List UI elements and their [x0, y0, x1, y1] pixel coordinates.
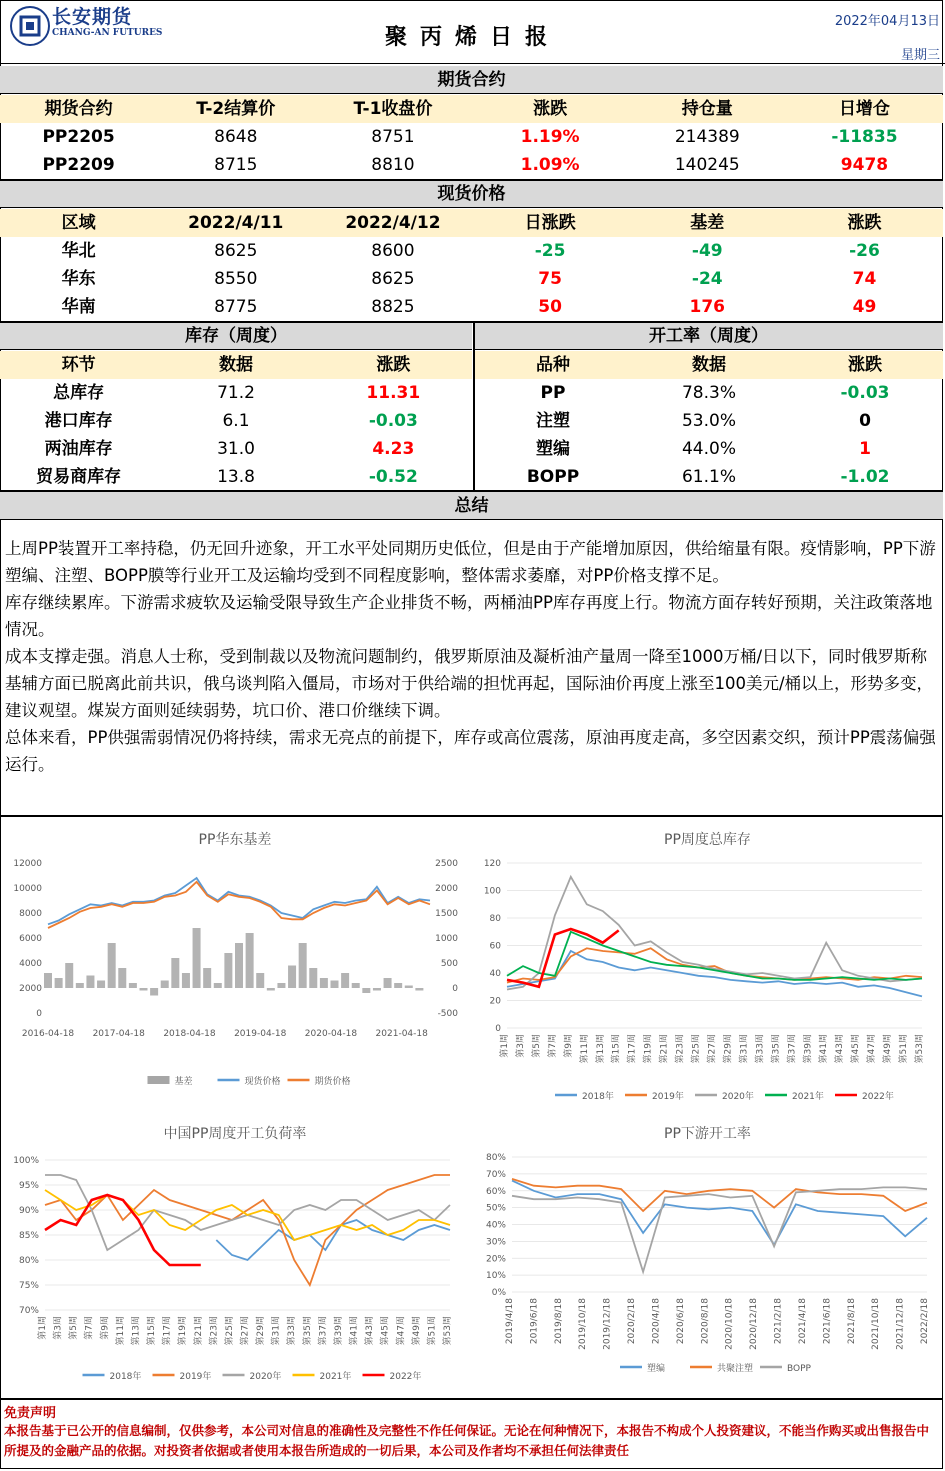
y-tick-label: 10% — [485, 1271, 506, 1282]
x-tick-label: 2019/4/18 — [505, 1298, 515, 1345]
operating-change: -0.03 — [840, 383, 890, 403]
x-tick-label: 第15周 — [147, 1316, 158, 1346]
y-tick-label: 6000 — [19, 934, 42, 944]
y-tick-label: 40 — [489, 969, 501, 979]
chart-3 — [0, 1112, 470, 1398]
operating-col-header: 涨跌 — [848, 355, 882, 375]
series-line — [45, 1175, 450, 1250]
y-tick-label: 80 — [489, 914, 501, 924]
logo-chinese-name: 长安期货 — [52, 6, 133, 28]
x-tick-label: 第25周 — [224, 1316, 235, 1346]
basis-bar — [65, 963, 73, 988]
basis-bar — [309, 968, 317, 988]
operating-item: 注塑 — [536, 411, 570, 431]
x-tick-label: 第47周 — [396, 1316, 407, 1346]
x-tick-label: 第41周 — [819, 1034, 830, 1064]
basis-bar — [193, 928, 201, 988]
inventory-col-header: 环节 — [61, 355, 96, 375]
spot-header-row — [0, 209, 943, 237]
legend-label: 2019年 — [652, 1092, 684, 1102]
basis-bar — [214, 983, 222, 988]
x-tick-label: 第39周 — [803, 1034, 814, 1064]
basis-bar — [362, 988, 370, 993]
x-tick-label: 第7周 — [84, 1316, 95, 1340]
x-tick-label: 第3周 — [515, 1034, 526, 1058]
x-tick-label: 2020/6/18 — [675, 1298, 686, 1345]
inventory-row — [0, 463, 472, 491]
x-tick-label: 第53周 — [443, 1316, 453, 1346]
inventory-change: 4.23 — [372, 439, 415, 459]
x-tick-label: 第51周 — [899, 1034, 910, 1064]
inventory-row — [0, 379, 472, 407]
x-tick-label: 第45周 — [851, 1034, 862, 1064]
x-tick-label: 第11周 — [579, 1034, 590, 1064]
open-interest: 214389 — [674, 127, 740, 147]
x-tick-label: 第23周 — [209, 1316, 220, 1346]
x-tick-label: 2020-04-18 — [304, 1029, 358, 1039]
operating-change: 0 — [859, 411, 871, 431]
basis-bar — [108, 943, 116, 988]
spot-col-header: 日涨跌 — [524, 213, 576, 233]
operating-row — [475, 407, 943, 435]
x-tick-label: 2021/6/18 — [822, 1298, 833, 1345]
x-tick-label: 第13周 — [595, 1034, 606, 1064]
basis-bar — [246, 933, 254, 988]
inventory-item: 港口库存 — [44, 411, 113, 431]
basis-bar — [118, 968, 126, 988]
legend-label: 2021年 — [319, 1372, 352, 1382]
price-d1: 8625 — [214, 241, 258, 261]
operating-value: 61.1% — [681, 467, 736, 487]
x-tick-label: 第7周 — [547, 1034, 558, 1058]
x-tick-label: 第37周 — [787, 1034, 798, 1064]
x-tick-label: 第17周 — [627, 1034, 638, 1064]
settle-price: 8715 — [214, 155, 258, 175]
basis-bar — [352, 983, 360, 988]
basis-bar — [331, 981, 339, 989]
report-weekday: 星期三 — [900, 48, 940, 63]
inventory-header-row — [0, 351, 472, 379]
x-tick-label: 第1周 — [38, 1316, 48, 1340]
x-tick-label: 第39周 — [333, 1316, 344, 1346]
x-tick-label: 第25周 — [691, 1034, 702, 1064]
oi-change: -11835 — [831, 127, 898, 147]
futures-col-header: 涨跌 — [533, 99, 568, 119]
daily-change: -25 — [534, 241, 566, 261]
basis-bar — [182, 973, 190, 988]
x-tick-label: 2019/8/18 — [553, 1298, 564, 1345]
futures-row — [0, 151, 943, 179]
x-tick-label: 第15周 — [611, 1034, 622, 1064]
x-tick-label: 第5周 — [531, 1034, 542, 1058]
futures-row — [0, 123, 943, 151]
futures-header-row — [0, 95, 943, 123]
open-interest: 140245 — [674, 155, 740, 175]
x-tick-label: 第11周 — [115, 1316, 126, 1346]
futures-col-header: T-1收盘价 — [353, 99, 433, 119]
basis-bar — [235, 943, 243, 988]
x-tick-label: 第23周 — [675, 1034, 686, 1064]
report-header — [0, 0, 945, 64]
close-price: 8751 — [371, 127, 415, 147]
inventory-row — [0, 407, 472, 435]
summary-paragraph: 总体来看，PP供强需弱情况仍将持续，需求无亮点的前提下，库存或高位震荡，原油再度走高，多空因素交织，预计PP震荡偏强运行。 — [5, 728, 936, 774]
x-tick-label: 第51周 — [427, 1316, 438, 1346]
y-tick-label: 75% — [18, 1281, 39, 1291]
x-tick-label: 第43周 — [365, 1316, 376, 1346]
legend-label: 2020年 — [249, 1372, 282, 1382]
y-tick-label: 95% — [18, 1181, 39, 1191]
x-tick-label: 第21周 — [193, 1316, 204, 1346]
y-tick-label: 2000 — [19, 984, 42, 994]
daily-change: 75 — [538, 269, 562, 289]
settle-price: 8648 — [214, 127, 258, 147]
basis-bar — [76, 983, 84, 988]
x-tick-label: 第19周 — [643, 1034, 654, 1064]
legend-label: 期货价格 — [314, 1077, 351, 1087]
y-tick-label: 0% — [491, 1288, 506, 1298]
change-pct: 1.19% — [520, 127, 580, 147]
x-tick-label: 第43周 — [835, 1034, 846, 1064]
operating-col-header: 数据 — [692, 355, 726, 375]
basis-bar — [267, 988, 275, 991]
x-tick-label: 第53周 — [915, 1034, 925, 1064]
logo-english-name: CHANG-AN FUTURES — [52, 28, 163, 38]
x-tick-label: 第35周 — [302, 1316, 313, 1346]
y-tick-label: 40% — [485, 1220, 506, 1231]
legend-label: 2022年 — [389, 1372, 422, 1382]
x-tick-label: 第33周 — [755, 1034, 766, 1064]
y-tick-label: 70% — [18, 1306, 39, 1316]
x-tick-label: 第41周 — [349, 1316, 360, 1346]
basis: 176 — [689, 297, 726, 317]
x-tick-label: 2020/4/18 — [651, 1298, 662, 1345]
x-tick-label: 2019/6/18 — [529, 1298, 540, 1345]
basis-bar — [299, 943, 307, 988]
y-tick-label: 60 — [489, 941, 501, 952]
spot-col-header: 涨跌 — [847, 213, 882, 233]
y2-tick-label: 2000 — [435, 884, 458, 894]
y-tick-label: 80% — [485, 1153, 506, 1163]
inventory-item: 总库存 — [53, 383, 105, 403]
summary-text — [5, 535, 940, 778]
x-tick-label: 第35周 — [771, 1034, 782, 1064]
chart-title: PP周度总库存 — [664, 832, 751, 848]
close-price: 8810 — [371, 155, 415, 175]
summary-section-title: 总结 — [0, 492, 943, 520]
basis: -49 — [691, 241, 723, 261]
x-tick-label: 第31周 — [739, 1034, 750, 1064]
legend-label: 2020年 — [722, 1092, 754, 1102]
inventory-value: 71.2 — [217, 383, 255, 403]
legend-label: 2019年 — [179, 1372, 212, 1382]
inventory-col-header: 数据 — [218, 355, 253, 375]
basis-bar — [150, 988, 158, 996]
y2-tick-label: 2500 — [435, 859, 458, 869]
futures-col-header: 日增仓 — [838, 99, 890, 119]
change-pct: 1.09% — [520, 155, 580, 175]
operating-value: 44.0% — [681, 439, 736, 459]
legend-label: 2022年 — [862, 1092, 894, 1102]
report-title: 聚丙烯日报 — [384, 25, 560, 50]
basis: -24 — [691, 269, 723, 289]
series-line — [48, 882, 430, 928]
x-tick-label: 2018-04-18 — [163, 1029, 216, 1039]
y2-tick-label: 1500 — [435, 909, 458, 919]
x-tick-label: 第29周 — [256, 1316, 267, 1346]
spot-row — [0, 293, 943, 321]
y-tick-label: 120 — [483, 859, 501, 869]
x-tick-label: 2020/12/18 — [749, 1298, 760, 1350]
contract-name: PP2205 — [42, 127, 115, 147]
operating-item: PP — [540, 383, 566, 403]
x-tick-label: 2022/2/18 — [920, 1298, 930, 1345]
basis-bar — [394, 983, 402, 988]
x-tick-label: 第45周 — [380, 1316, 391, 1346]
spot-col-header: 2022/4/11 — [188, 213, 284, 233]
summary-paragraph: 上周PP装置开工率持稳，仍无回升迹象，开工水平处同期历史低位，但是由于产能增加原因，供给缩量有限。疫情影响，PP下游塑编、注塑、BOPP膜等行业开工及运输均受到不同程度影响，整体需求萎靡，对PP价格支撑不足。 — [5, 539, 936, 585]
inventory-row — [0, 435, 472, 463]
basis-bar — [277, 983, 285, 988]
x-tick-label: 2021/4/18 — [797, 1298, 808, 1345]
x-tick-label: 第49周 — [883, 1034, 894, 1064]
price-d1: 8550 — [214, 269, 258, 289]
region: 华北 — [61, 241, 96, 261]
inventory-value: 13.8 — [217, 467, 255, 487]
x-tick-label: 第21周 — [659, 1034, 670, 1064]
x-tick-label: 2021/10/18 — [871, 1298, 882, 1350]
basis-bar — [405, 986, 413, 989]
operating-row — [475, 435, 943, 463]
y-tick-label: 80% — [18, 1256, 39, 1266]
y2-tick-label: 1000 — [435, 934, 458, 944]
y-tick-label: 50% — [485, 1203, 506, 1214]
chart-title: 中国PP周度开工负荷率 — [163, 1126, 307, 1142]
y2-tick-label: 500 — [440, 959, 458, 969]
report-date: 2022年04月13日 — [834, 14, 940, 29]
operating-change: -1.02 — [840, 467, 890, 487]
x-tick-label: 第47周 — [867, 1034, 878, 1064]
operating-header-row — [475, 351, 943, 379]
y-tick-label: 100 — [483, 886, 501, 897]
legend-label: 2018年 — [109, 1372, 142, 1382]
y-tick-label: 20 — [489, 996, 501, 1007]
spot-col-header: 区域 — [61, 213, 96, 233]
y-tick-label: 30% — [485, 1237, 506, 1248]
basis-bar — [140, 988, 148, 991]
x-tick-label: 2021/2/18 — [773, 1298, 784, 1345]
spot-col-header: 2022/4/12 — [345, 213, 441, 233]
basis-bar — [224, 953, 232, 988]
y-tick-label: 12000 — [13, 859, 42, 869]
operating-section-title: 开工率（周度） — [474, 323, 943, 350]
x-tick-label: 2019/10/18 — [578, 1298, 589, 1350]
price-d1: 8775 — [214, 297, 258, 317]
spot-row — [0, 237, 943, 265]
y-tick-label: 4000 — [19, 959, 42, 969]
inventory-item: 两油库存 — [44, 439, 113, 459]
basis-bar — [203, 968, 211, 988]
basis-bar — [288, 966, 296, 989]
basis-bar — [171, 958, 179, 988]
legend-label: 共聚注塑 — [717, 1364, 754, 1374]
contract-name: PP2209 — [42, 155, 115, 175]
x-tick-label: 2020/8/18 — [700, 1298, 711, 1345]
inventory-value: 31.0 — [217, 439, 255, 459]
summary-paragraph: 库存继续累库。下游需求疲软及运输受限导致生产企业排货不畅，两桶油PP库存再度上行。物流方面存转好预期，关注政策落地情况。 — [5, 593, 933, 639]
y-tick-label: 10000 — [13, 884, 42, 894]
legend-label: 2021年 — [792, 1092, 824, 1102]
series-line — [216, 1220, 450, 1260]
x-tick-label: 2020/10/18 — [724, 1298, 735, 1350]
x-tick-label: 2021/12/18 — [895, 1298, 906, 1350]
futures-section-title: 期货合约 — [0, 66, 943, 94]
x-tick-label: 第27周 — [240, 1316, 251, 1346]
inventory-section-title: 库存（周度） — [0, 323, 472, 350]
series-line — [48, 878, 430, 924]
region: 华东 — [61, 269, 96, 289]
disclaimer-title: 免责声明 — [4, 1406, 57, 1421]
price-d2: 8600 — [371, 241, 415, 261]
basis-change: -26 — [849, 241, 880, 261]
series-line — [45, 1175, 450, 1285]
y-tick-label: 85% — [18, 1231, 39, 1241]
operating-item: 塑编 — [536, 439, 570, 459]
operating-row — [475, 379, 943, 407]
basis-bar — [384, 978, 392, 988]
futures-col-header: 期货合约 — [44, 99, 113, 119]
basis-bar — [256, 973, 264, 988]
basis-bar — [320, 978, 328, 988]
daily-change: 50 — [538, 297, 562, 317]
inventory-change: -0.52 — [368, 467, 418, 487]
x-tick-label: 第9周 — [100, 1316, 111, 1340]
y-tick-label: 60% — [485, 1186, 506, 1197]
futures-col-header: T-2结算价 — [196, 99, 276, 119]
series-line — [512, 1187, 927, 1271]
x-tick-label: 第9周 — [563, 1034, 574, 1058]
basis-bar — [161, 981, 169, 989]
spot-section-title: 现货价格 — [0, 181, 943, 208]
basis-bar — [97, 981, 105, 989]
x-tick-label: 第13周 — [131, 1316, 142, 1346]
inventory-change: 11.31 — [366, 383, 421, 403]
basis-change: 74 — [852, 269, 877, 289]
operating-row — [475, 463, 943, 491]
legend-label: 现货价格 — [244, 1077, 281, 1087]
x-tick-label: 第17周 — [162, 1316, 173, 1346]
legend-label: BOPP — [787, 1364, 811, 1374]
x-tick-label: 2020/2/18 — [627, 1298, 638, 1345]
operating-change: 1 — [859, 439, 871, 459]
inventory-col-header: 涨跌 — [376, 355, 411, 375]
basis-bar — [44, 973, 52, 988]
disclaimer-text: 本报告基于已公开的信息编制，仅供参考，本公司对信息的准确性及完整性不作任何保证。无论在何种情况下，本报告不构成个人投资建议，不能当作购买或出售报告中所提及的金融产品的依据。对投资者依据或者使用本报告所造成的一切后果，本公司及作者均不承担任何法律责任 — [4, 1423, 930, 1458]
region: 华南 — [61, 297, 96, 317]
operating-col-header: 品种 — [536, 355, 570, 375]
inventory-change: -0.03 — [368, 411, 418, 431]
legend-swatch — [148, 1076, 170, 1084]
basis-bar — [55, 978, 63, 988]
x-tick-label: 2016-04-18 — [21, 1029, 75, 1039]
oi-change: 9478 — [840, 155, 889, 175]
y-tick-label: 8000 — [19, 909, 42, 919]
y2-tick-label: -500 — [437, 1009, 458, 1019]
x-tick-label: 2019-04-18 — [234, 1029, 287, 1039]
x-tick-label: 第37周 — [318, 1316, 329, 1346]
x-tick-label: 2019/12/18 — [602, 1298, 613, 1350]
chart-1 — [0, 818, 470, 1108]
legend-label: 基差 — [174, 1077, 193, 1087]
price-d2: 8825 — [371, 297, 415, 317]
futures-col-header: 持仓量 — [681, 99, 733, 119]
summary-paragraph: 成本支撑走强。消息人士称，受到制裁以及物流问题制约，俄罗斯原油及凝析油产量周一降至1000万桶/日以下，同时俄罗斯称基辅方面已脱离此前共识，俄乌谈判陷入僵局，市场对于供给端的担忧再起，国际油价再度上涨至100美元/桶以上，形势多变，建议观望。煤炭方面则延续弱势，坑口价、港口价继续下调。 — [5, 647, 934, 720]
chart-4 — [472, 1112, 943, 1398]
y-tick-label: 0 — [36, 1009, 42, 1019]
y-tick-label: 20% — [485, 1254, 506, 1265]
operating-value: 53.0% — [681, 411, 736, 431]
y-tick-label: 70% — [485, 1169, 506, 1180]
basis-bar — [373, 988, 381, 991]
operating-item: BOPP — [526, 467, 580, 487]
x-tick-label: 第29周 — [723, 1034, 734, 1064]
x-tick-label: 第49周 — [411, 1316, 422, 1346]
legend-label: 塑编 — [647, 1364, 666, 1374]
x-tick-label: 2021-04-18 — [375, 1029, 428, 1039]
chart-title: PP下游开工率 — [664, 1126, 751, 1142]
operating-value: 78.3% — [681, 383, 736, 403]
basis-bar — [415, 988, 423, 991]
y-tick-label: 100% — [13, 1156, 39, 1166]
legend-label: 2018年 — [582, 1092, 614, 1102]
x-tick-label: 第19周 — [178, 1316, 189, 1346]
x-tick-label: 2017-04-18 — [92, 1029, 145, 1039]
x-tick-label: 第5周 — [69, 1316, 80, 1340]
basis-bar — [86, 976, 94, 989]
y2-tick-label: 0 — [452, 984, 458, 994]
x-tick-label: 第1周 — [500, 1034, 510, 1058]
chart-title: PP华东基差 — [198, 832, 272, 848]
spot-row — [0, 265, 943, 293]
x-tick-label: 第33周 — [287, 1316, 298, 1346]
price-d2: 8625 — [371, 269, 415, 289]
inventory-value: 6.1 — [222, 411, 250, 431]
x-tick-label: 2021/8/18 — [846, 1298, 857, 1345]
basis-bar — [129, 983, 137, 988]
y-tick-label: 0 — [495, 1024, 501, 1034]
chart-2 — [472, 818, 943, 1108]
inventory-item: 贸易商库存 — [36, 467, 122, 487]
x-tick-label: 第3周 — [53, 1316, 64, 1340]
y-tick-label: 90% — [18, 1206, 39, 1216]
basis-change: 49 — [852, 297, 877, 317]
basis-bar — [341, 973, 349, 988]
x-tick-label: 第27周 — [707, 1034, 718, 1064]
x-tick-label: 第31周 — [271, 1316, 282, 1346]
spot-col-header: 基差 — [690, 213, 725, 233]
series-line — [507, 877, 922, 990]
